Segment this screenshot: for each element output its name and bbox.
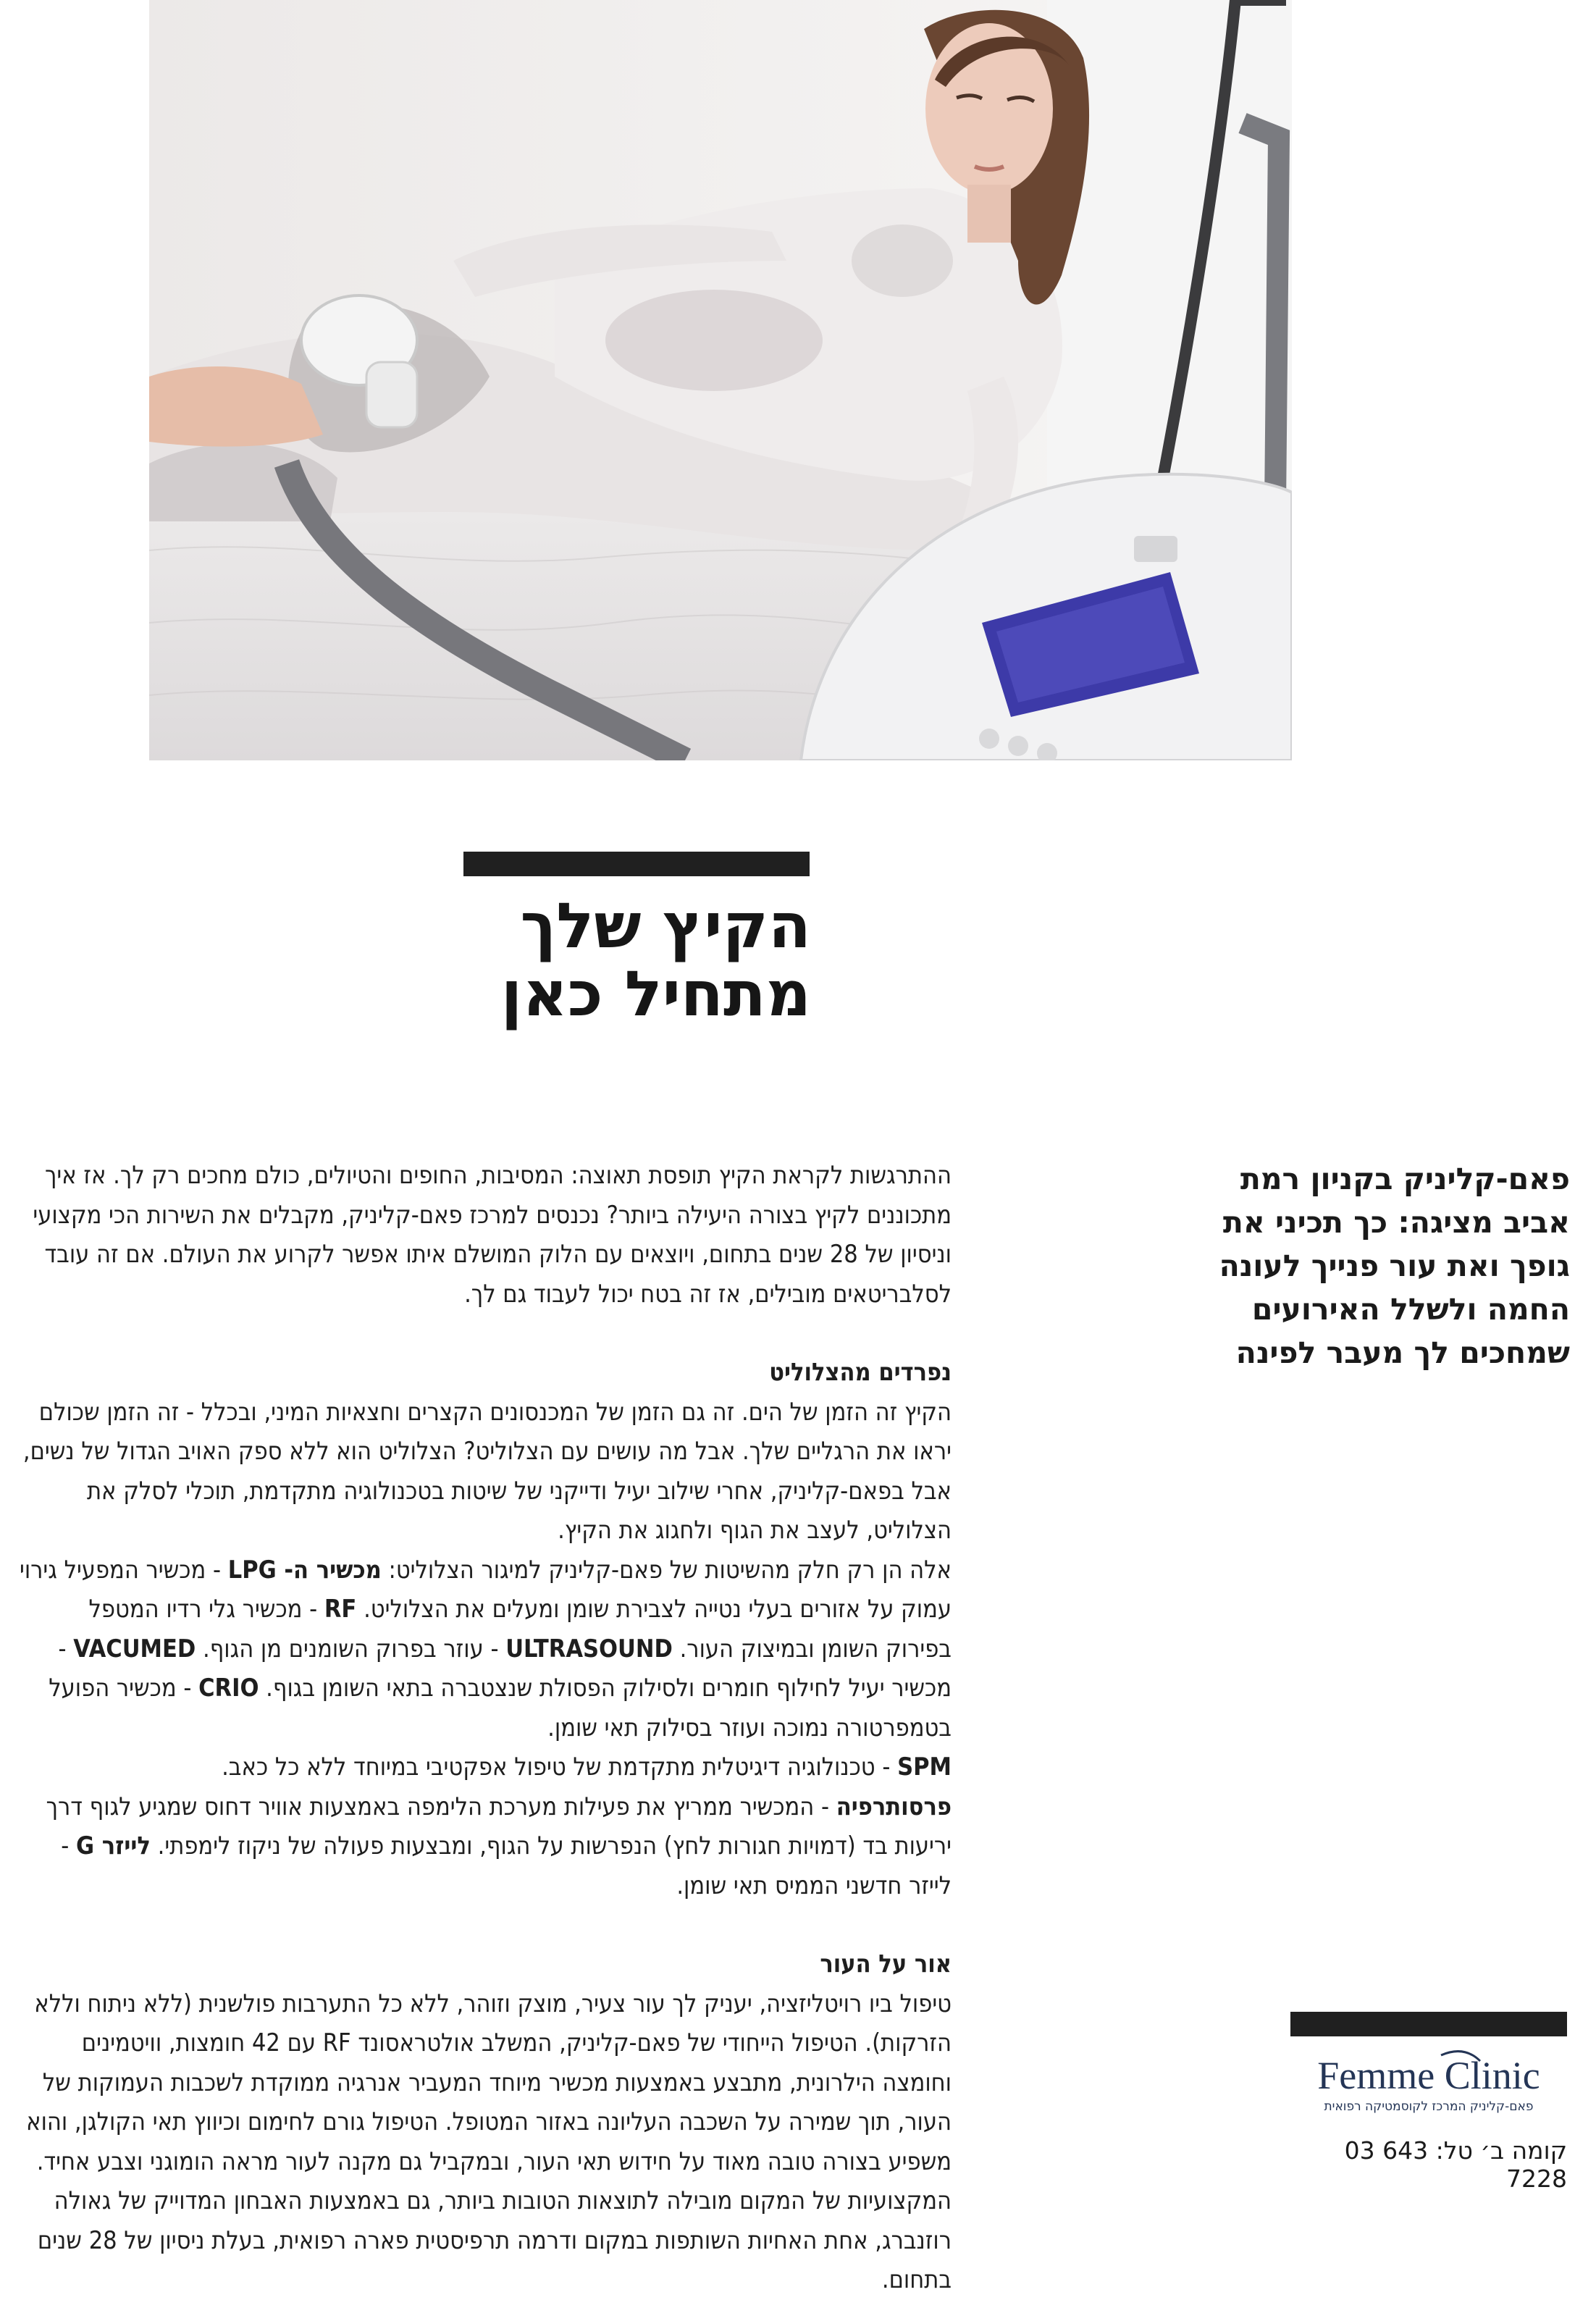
treatment-name-crio: CRIO: [198, 1674, 259, 1703]
treatment-desc-crio: - מכשיר הפועל בטמפרטורה נמוכה ועוזר בסילוק תאי שומן.: [49, 1674, 952, 1742]
treatment-name-lpg: מכשיר ה- LPG: [227, 1555, 382, 1585]
treatment-name-ultrasound: ULTRASOUND: [505, 1634, 673, 1663]
page-title: [377, 890, 811, 1031]
title-accent-bar: [463, 852, 810, 876]
treatment-desc-ultrasound: - עוזר בפרוק השומנים מן הגוף.: [203, 1634, 506, 1663]
hero-photo: [149, 0, 1292, 760]
treatment-desc-laser-g: - לייזר חדשני הממיס תאי שומן.: [61, 1831, 952, 1900]
page-title-line-1: הקיץ שלך: [520, 890, 811, 962]
section-cellulite-paragraph: הקיץ זה הזמן של הים. זה גם הזמן של המכנסונים הקצרים וחצאיות המיני, ובכלל - זה הזמן שכולם יראו את הרגליים שלך. אבל מה עושים עם הצלוליט? הצלוליט הוא ללא ספק האויב הגדול של נשים, אבל בפאם-קליניק, אחרי שילוב יעיל ודייקני של שיטות בטכנולוגיה מתקדמת, תוכלי לסלק את הצלוליט, לעצב את הגוף ולחגוג את הקיץ.: [22, 1397, 952, 1545]
treatment-desc-pressotherapy: - המכשיר ממריץ את פעילות מערכת הלימפה באמצעות אוויר דחוס שמגיע לגוף דרך יריעות בד (דמויות חגורות לחץ) הנפרשות על הגוף, ומבצעות פעולה של ניקוז לימפתי.: [46, 1792, 952, 1860]
treatment-desc-rf: - מכשיר גלי רדיו המטפל בפירוק השומן ובמיצוק העור.: [88, 1595, 952, 1663]
treatment-name-vacumed: VACUMED: [73, 1634, 196, 1663]
treatments-lead: אלה הן רק חלק מהשיטות של פאם-קליניק למיגור הצלוליט:: [388, 1555, 952, 1585]
contact-label: קומה ב׳ טל:: [1435, 2136, 1567, 2165]
phone-number: 03 643 7228: [1344, 2136, 1567, 2193]
logo-subtitle: פאם-קליניק המרכז לקוסמטיקה רפואית: [1324, 2099, 1534, 2114]
treatment-name-spm: SPM: [897, 1753, 952, 1781]
section-title-cellulite: נפרדים מהצלוליט: [769, 1358, 952, 1387]
treatment-name-rf: RF: [324, 1595, 357, 1624]
article-body: [17, 1156, 952, 2300]
treatment-name-pressotherapy: פרסותרפיה: [836, 1792, 952, 1821]
logo-wordmark: Femme Clinic: [1317, 2054, 1540, 2097]
page-title-line-2: מתחיל כאן: [500, 958, 811, 1031]
treatment-desc-spm: - טכנולוגיה דיגיטלית מתקדמת של טיפול אפקטיבי במיוחד ללא כל כאב.: [222, 1753, 898, 1781]
contact-line: [1290, 2136, 1567, 2193]
treatment-desc-vacumed: - מכשיר יעיל לחילוף חומרים ולסילוק הפסולת שנצטברה בתאי השומן בגוף.: [58, 1634, 952, 1703]
treatment-desc-lpg: - מכשיר המפעיל גירוי עמוק על אזורים בעלי נטייה לצבירת שומן ומעלים את הצלוליט.: [19, 1555, 952, 1624]
footer-accent-bar: [1290, 2012, 1567, 2036]
femme-clinic-logo: [1290, 2048, 1567, 2120]
treatment-name-laser-g: לייזר G: [76, 1831, 151, 1860]
article-intro: ההתרגשות לקראת הקיץ תופסת תאוצה: המסיבות, החופים והטיולים, כולם מחכים רק לך. אז איך מתכוננים לקיץ בצורה היעילה ביותר? נכנסים למרכז פאם-קליניק, מקבלים את השירות הכי מקצועי וניסיון של 28 שנים בתחום, ויוצאים עם הלוק המושלם איתו אפשר לקרוע את העולם. אם זה עובד לסלבריטאים מובילים, אז זה בטח יכול לעבוד גם לך.: [33, 1161, 952, 1309]
treatments-paragraph: [17, 1550, 952, 1906]
section-title-skin: אור על העור: [820, 1949, 952, 1978]
section-skin-paragraph: טיפול ביו רויטליזציה, יעניק לך עור צעיר, מוצק וזוהר, ללא כל התערבות פולשנית (ללא ניתוח וללא הזרקות). הטיפול הייחודי של פאם-קליניק, המשלב אולטראסונד RF עם 42 חומצות, וויטמינים וחומצה הילרונית, מתבצע באמצעות מכשיר מיוחד המעביר אנרגיה ממוקדת לשכבות העמוקות של העור, תוך שמירה על השכבה העליונה באזור המטופל. הטיפול גורם לחימום וכיווץ תאי הקולגן, והוא משפיע בצורה טובה מאוד על חידוש תאי העור, ובמקביל גם מקנה לעור מראה הומוגני וצבע אחיד. המקצועיות של המקום מובילה לתוצאות הטובות ביותר, גם באמצעות האבחון המדוייק של גאולה רוזנברג, אחת האחיות השותפות במקום ודרמה תרפיסטית פארה רפואית, בעלת ניסיון של 28 שנים בתחום.: [26, 1989, 952, 2294]
sidebar-lead: פאם-קליניק בקניון רמת אביב מציגה: כך תכיני את גופך ואת עור פנייך לעונה החמה ולשלל האירועים שמחכים לך מעבר לפינה: [1219, 1162, 1570, 1370]
